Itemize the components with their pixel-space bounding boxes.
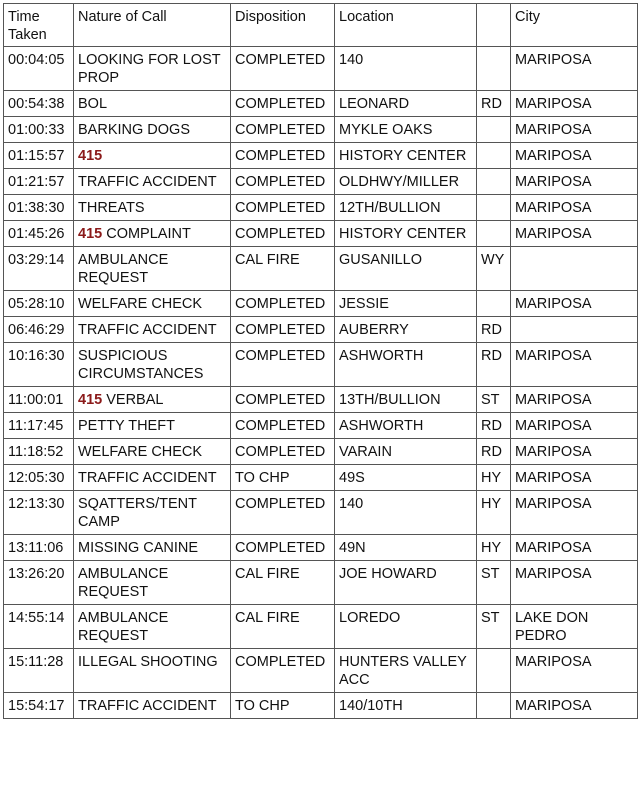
- disposition-cell: COMPLETED: [231, 317, 335, 343]
- location-cell: GUSANILLO: [335, 247, 477, 291]
- time-taken-cell: 15:54:17: [4, 693, 74, 719]
- nature-of-call-text: TRAFFIC ACCIDENT: [78, 174, 217, 190]
- location-cell: 140: [335, 47, 477, 91]
- disposition-cell: COMPLETED: [231, 91, 335, 117]
- table-row: [4, 387, 638, 413]
- nature-of-call-text: BARKING DOGS: [78, 122, 190, 138]
- header-time-taken: Time Taken: [4, 4, 74, 47]
- nature-of-call-cell: [74, 291, 231, 317]
- location-cell: 12TH/BULLION: [335, 195, 477, 221]
- disposition-cell: CAL FIRE: [231, 247, 335, 291]
- nature-of-call-text: VERBAL: [102, 392, 164, 408]
- table-row: [4, 195, 638, 221]
- nature-of-call-cell: [74, 693, 231, 719]
- location-cell: ASHWORTH: [335, 413, 477, 439]
- nature-of-call-text: LOOKING FOR LOST PROP: [78, 52, 221, 86]
- disposition-cell: COMPLETED: [231, 387, 335, 413]
- location-cell: 49N: [335, 535, 477, 561]
- nature-of-call-cell: [74, 47, 231, 91]
- nature-of-call-text: MISSING CANINE: [78, 540, 199, 556]
- city-cell: MARIPOSA: [511, 343, 638, 387]
- nature-of-call-text: ILLEGAL SHOOTING: [78, 654, 218, 670]
- street-suffix-cell: [477, 143, 511, 169]
- disposition-cell: COMPLETED: [231, 413, 335, 439]
- disposition-cell: COMPLETED: [231, 47, 335, 91]
- city-cell: MARIPOSA: [511, 465, 638, 491]
- disposition-cell: COMPLETED: [231, 143, 335, 169]
- time-taken-cell: 01:38:30: [4, 195, 74, 221]
- location-cell: JOE HOWARD: [335, 561, 477, 605]
- nature-of-call-cell: [74, 605, 231, 649]
- nature-of-call-cell: [74, 91, 231, 117]
- city-cell: LAKE DON PEDRO: [511, 605, 638, 649]
- nature-of-call-cell: [74, 387, 231, 413]
- time-taken-cell: 01:00:33: [4, 117, 74, 143]
- header-nature-of-call: Nature of Call: [74, 4, 231, 47]
- street-suffix-cell: RD: [477, 91, 511, 117]
- nature-of-call-cell: [74, 561, 231, 605]
- time-taken-cell: 00:54:38: [4, 91, 74, 117]
- city-cell: [511, 317, 638, 343]
- nature-of-call-text: TRAFFIC ACCIDENT: [78, 322, 217, 338]
- nature-of-call-cell: [74, 195, 231, 221]
- city-cell: MARIPOSA: [511, 387, 638, 413]
- city-cell: MARIPOSA: [511, 169, 638, 195]
- street-suffix-cell: HY: [477, 491, 511, 535]
- location-cell: 49S: [335, 465, 477, 491]
- location-cell: ASHWORTH: [335, 343, 477, 387]
- time-taken-cell: 13:26:20: [4, 561, 74, 605]
- location-cell: OLDHWY/MILLER: [335, 169, 477, 195]
- street-suffix-cell: WY: [477, 247, 511, 291]
- city-cell: MARIPOSA: [511, 143, 638, 169]
- table-row: [4, 561, 638, 605]
- time-taken-cell: 14:55:14: [4, 605, 74, 649]
- nature-of-call-text: WELFARE CHECK: [78, 296, 203, 312]
- city-cell: MARIPOSA: [511, 649, 638, 693]
- call-code: 415: [78, 148, 103, 164]
- location-cell: 140/10TH: [335, 693, 477, 719]
- nature-of-call-cell: [74, 491, 231, 535]
- header-row: [4, 4, 638, 47]
- time-taken-cell: 15:11:28: [4, 649, 74, 693]
- header-street-suffix: [477, 4, 511, 47]
- table-row: [4, 343, 638, 387]
- call-code: 415: [78, 392, 103, 408]
- table-row: [4, 413, 638, 439]
- call-log-table: [3, 3, 638, 719]
- street-suffix-cell: [477, 47, 511, 91]
- table-row: [4, 439, 638, 465]
- nature-of-call-text: AMBULANCE REQUEST: [78, 610, 169, 644]
- nature-of-call-cell: [74, 317, 231, 343]
- city-cell: MARIPOSA: [511, 693, 638, 719]
- disposition-cell: COMPLETED: [231, 535, 335, 561]
- time-taken-cell: 12:05:30: [4, 465, 74, 491]
- location-cell: HISTORY CENTER: [335, 221, 477, 247]
- city-cell: MARIPOSA: [511, 413, 638, 439]
- time-taken-cell: 05:28:10: [4, 291, 74, 317]
- table-row: [4, 605, 638, 649]
- disposition-cell: COMPLETED: [231, 169, 335, 195]
- nature-of-call-text: AMBULANCE REQUEST: [78, 252, 169, 286]
- table-row: [4, 491, 638, 535]
- table-row: [4, 169, 638, 195]
- table-body: [4, 47, 638, 719]
- time-taken-cell: 01:21:57: [4, 169, 74, 195]
- street-suffix-cell: RD: [477, 317, 511, 343]
- table-row: [4, 649, 638, 693]
- table-row: [4, 291, 638, 317]
- nature-of-call-cell: [74, 247, 231, 291]
- city-cell: MARIPOSA: [511, 195, 638, 221]
- nature-of-call-text: WELFARE CHECK: [78, 444, 203, 460]
- disposition-cell: COMPLETED: [231, 439, 335, 465]
- street-suffix-cell: ST: [477, 605, 511, 649]
- disposition-cell: COMPLETED: [231, 343, 335, 387]
- city-cell: MARIPOSA: [511, 561, 638, 605]
- disposition-cell: COMPLETED: [231, 291, 335, 317]
- street-suffix-cell: [477, 693, 511, 719]
- nature-of-call-cell: [74, 169, 231, 195]
- table-header: [4, 4, 638, 47]
- disposition-cell: TO CHP: [231, 693, 335, 719]
- nature-of-call-cell: [74, 413, 231, 439]
- city-cell: MARIPOSA: [511, 535, 638, 561]
- time-taken-cell: 13:11:06: [4, 535, 74, 561]
- nature-of-call-cell: [74, 535, 231, 561]
- street-suffix-cell: HY: [477, 465, 511, 491]
- disposition-cell: COMPLETED: [231, 649, 335, 693]
- location-cell: 13TH/BULLION: [335, 387, 477, 413]
- location-cell: AUBERRY: [335, 317, 477, 343]
- city-cell: MARIPOSA: [511, 117, 638, 143]
- location-cell: JESSIE: [335, 291, 477, 317]
- street-suffix-cell: [477, 117, 511, 143]
- disposition-cell: COMPLETED: [231, 221, 335, 247]
- table-row: [4, 221, 638, 247]
- nature-of-call-text: AMBULANCE REQUEST: [78, 566, 169, 600]
- street-suffix-cell: [477, 649, 511, 693]
- city-cell: MARIPOSA: [511, 221, 638, 247]
- table-row: [4, 247, 638, 291]
- nature-of-call-cell: [74, 221, 231, 247]
- nature-of-call-text: TRAFFIC ACCIDENT: [78, 470, 217, 486]
- city-cell: MARIPOSA: [511, 291, 638, 317]
- city-cell: MARIPOSA: [511, 439, 638, 465]
- street-suffix-cell: RD: [477, 343, 511, 387]
- nature-of-call-text: SUSPICIOUS CIRCUMSTANCES: [78, 348, 204, 382]
- table-row: [4, 117, 638, 143]
- table-row: [4, 317, 638, 343]
- street-suffix-cell: [477, 291, 511, 317]
- street-suffix-cell: [477, 195, 511, 221]
- nature-of-call-text: PETTY THEFT: [78, 418, 175, 434]
- nature-of-call-cell: [74, 439, 231, 465]
- location-cell: LOREDO: [335, 605, 477, 649]
- street-suffix-cell: HY: [477, 535, 511, 561]
- nature-of-call-text: COMPLAINT: [102, 226, 191, 242]
- location-cell: MYKLE OAKS: [335, 117, 477, 143]
- table-row: [4, 91, 638, 117]
- nature-of-call-cell: [74, 649, 231, 693]
- location-cell: HUNTERS VALLEY ACC: [335, 649, 477, 693]
- nature-of-call-text: TRAFFIC ACCIDENT: [78, 698, 217, 714]
- header-city: City: [511, 4, 638, 47]
- street-suffix-cell: RD: [477, 413, 511, 439]
- time-taken-cell: 10:16:30: [4, 343, 74, 387]
- location-cell: HISTORY CENTER: [335, 143, 477, 169]
- disposition-cell: TO CHP: [231, 465, 335, 491]
- street-suffix-cell: [477, 169, 511, 195]
- time-taken-cell: 12:13:30: [4, 491, 74, 535]
- street-suffix-cell: ST: [477, 387, 511, 413]
- street-suffix-cell: [477, 221, 511, 247]
- street-suffix-cell: RD: [477, 439, 511, 465]
- disposition-cell: CAL FIRE: [231, 561, 335, 605]
- time-taken-cell: 11:17:45: [4, 413, 74, 439]
- table-row: [4, 47, 638, 91]
- disposition-cell: COMPLETED: [231, 195, 335, 221]
- nature-of-call-text: BOL: [78, 96, 108, 112]
- nature-of-call-cell: [74, 465, 231, 491]
- city-cell: [511, 247, 638, 291]
- nature-of-call-cell: [74, 143, 231, 169]
- disposition-cell: COMPLETED: [231, 117, 335, 143]
- header-location: Location: [335, 4, 477, 47]
- call-code: 415: [78, 226, 103, 242]
- street-suffix-cell: ST: [477, 561, 511, 605]
- time-taken-cell: 03:29:14: [4, 247, 74, 291]
- disposition-cell: CAL FIRE: [231, 605, 335, 649]
- nature-of-call-cell: [74, 117, 231, 143]
- time-taken-cell: 06:46:29: [4, 317, 74, 343]
- table-row: [4, 693, 638, 719]
- time-taken-cell: 11:00:01: [4, 387, 74, 413]
- nature-of-call-text: SQATTERS/TENT CAMP: [78, 496, 197, 530]
- disposition-cell: COMPLETED: [231, 491, 335, 535]
- header-disposition: Disposition: [231, 4, 335, 47]
- time-taken-cell: 00:04:05: [4, 47, 74, 91]
- time-taken-cell: 01:45:26: [4, 221, 74, 247]
- location-cell: 140: [335, 491, 477, 535]
- nature-of-call-cell: [74, 343, 231, 387]
- nature-of-call-text: THREATS: [78, 200, 145, 216]
- table-row: [4, 143, 638, 169]
- table-row: [4, 465, 638, 491]
- location-cell: VARAIN: [335, 439, 477, 465]
- table-row: [4, 535, 638, 561]
- time-taken-cell: 11:18:52: [4, 439, 74, 465]
- location-cell: LEONARD: [335, 91, 477, 117]
- city-cell: MARIPOSA: [511, 91, 638, 117]
- time-taken-cell: 01:15:57: [4, 143, 74, 169]
- city-cell: MARIPOSA: [511, 491, 638, 535]
- city-cell: MARIPOSA: [511, 47, 638, 91]
